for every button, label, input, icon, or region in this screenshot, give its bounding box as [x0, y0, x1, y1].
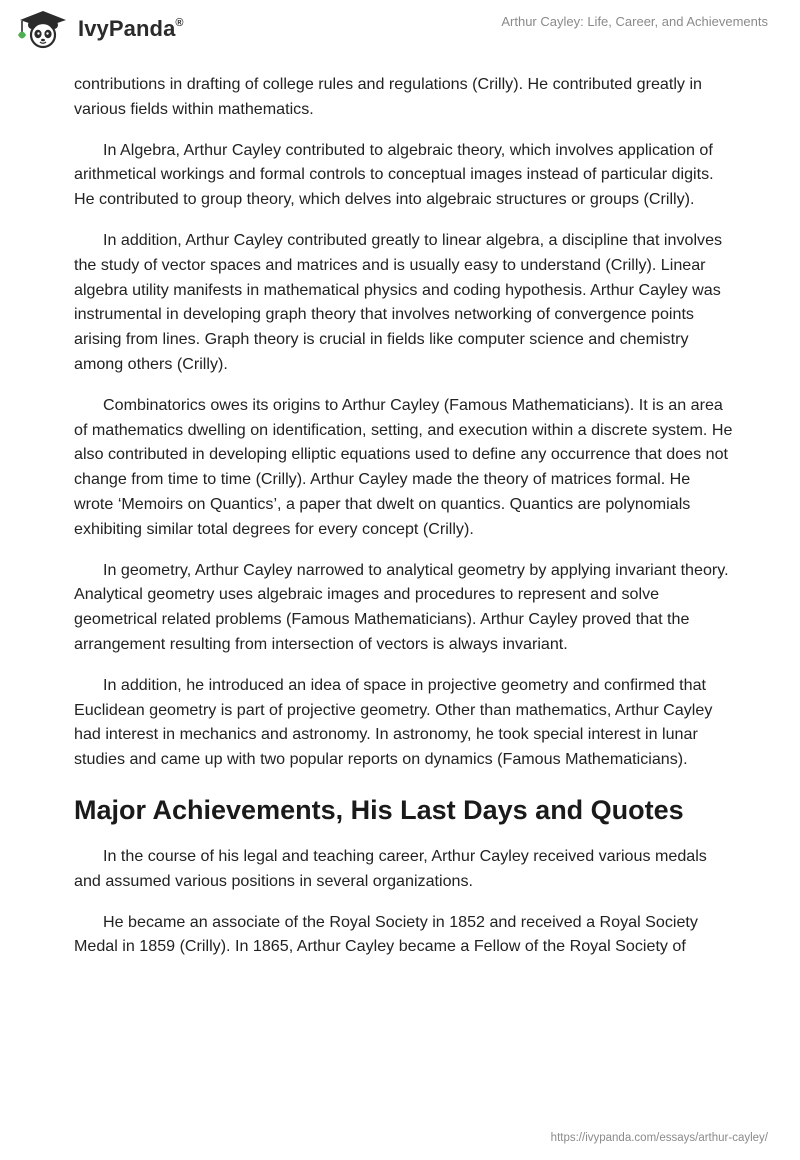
paragraph: In addition, he introduced an idea of space in projective geometry and confirmed that Euclidean geometry is part of projective geometry. Other than mathematics, Arthur Cayley had interest in mechanics and astronomy. In astronomy, he took special interest in lunar studies and came up with two popular reports on dynamics (Famous Mathematicians). [74, 675, 713, 769]
paragraph: Combinatorics owes its origins to Arthur Cayley (Famous Mathematicians). It is an area of mathematics dwelling on identification, setting, and execution within a discrete system. He also contributed in developing elliptic equations used to define any occurrence that does not change from time to time (Crilly). Arthur Cayley made the theory of matrices formal. He wrote ‘Memoirs on Quantics’, a paper that dwelt on quantics. Quantics are polynomials exhibiting similar total degrees for every concept (Crilly). [74, 395, 733, 538]
source-url[interactable]: https://ivypanda.com/essays/arthur-cayley/ [550, 1132, 768, 1144]
document-title: Arthur Cayley: Life, Career, and Achievements [501, 14, 768, 29]
essay-body [74, 72, 734, 975]
paragraph: He became an associate of the Royal Society in 1852 and received a Royal Society Medal in 1859 (Crilly). In 1865, Arthur Cayley became a Fellow of the Royal Society of [74, 912, 698, 956]
brand-name: IvyPanda® [78, 16, 184, 41]
page-header [0, 0, 800, 70]
section-heading: Major Achievements, His Last Days and Quotes [74, 794, 684, 825]
paragraph: In the course of his legal and teaching career, Arthur Cayley received various medals and assumed various positions in several organizations. [74, 846, 707, 890]
panda-icon [14, 8, 72, 50]
paragraph: In Algebra, Arthur Cayley contributed to algebraic theory, which involves application of arithmetical workings and formal controls to conceptual images instead of particular digits. He contributed to group theory, which delves into algebraic structures or groups (Crilly). [74, 140, 714, 209]
paragraph: In geometry, Arthur Cayley narrowed to analytical geometry by applying invariant theory. Analytical geometry uses algebraic images and procedures to represent and solve geometrical related problems (Famous Mathematicians). Arthur Cayley proved that the arrangement resulting from intersection of vectors is always invariant. [74, 560, 729, 653]
paragraph: In addition, Arthur Cayley contributed greatly to linear algebra, a discipline that involves the study of vector spaces and matrices and is usually easy to understand (Crilly). Linear algebra utility manifests in mathematical physics and coding hypothesis. Arthur Cayley was instrumental in developing graph theory that involves networking of convergence points arising from lines. Graph theory is crucial in fields like computer science and chemistry among others (Crilly). [74, 230, 723, 373]
paragraph: contributions in drafting of college rules and regulations (Crilly). He contributed greatly in various fields within mathematics. [74, 75, 702, 118]
ivypanda-logo[interactable] [14, 8, 184, 50]
